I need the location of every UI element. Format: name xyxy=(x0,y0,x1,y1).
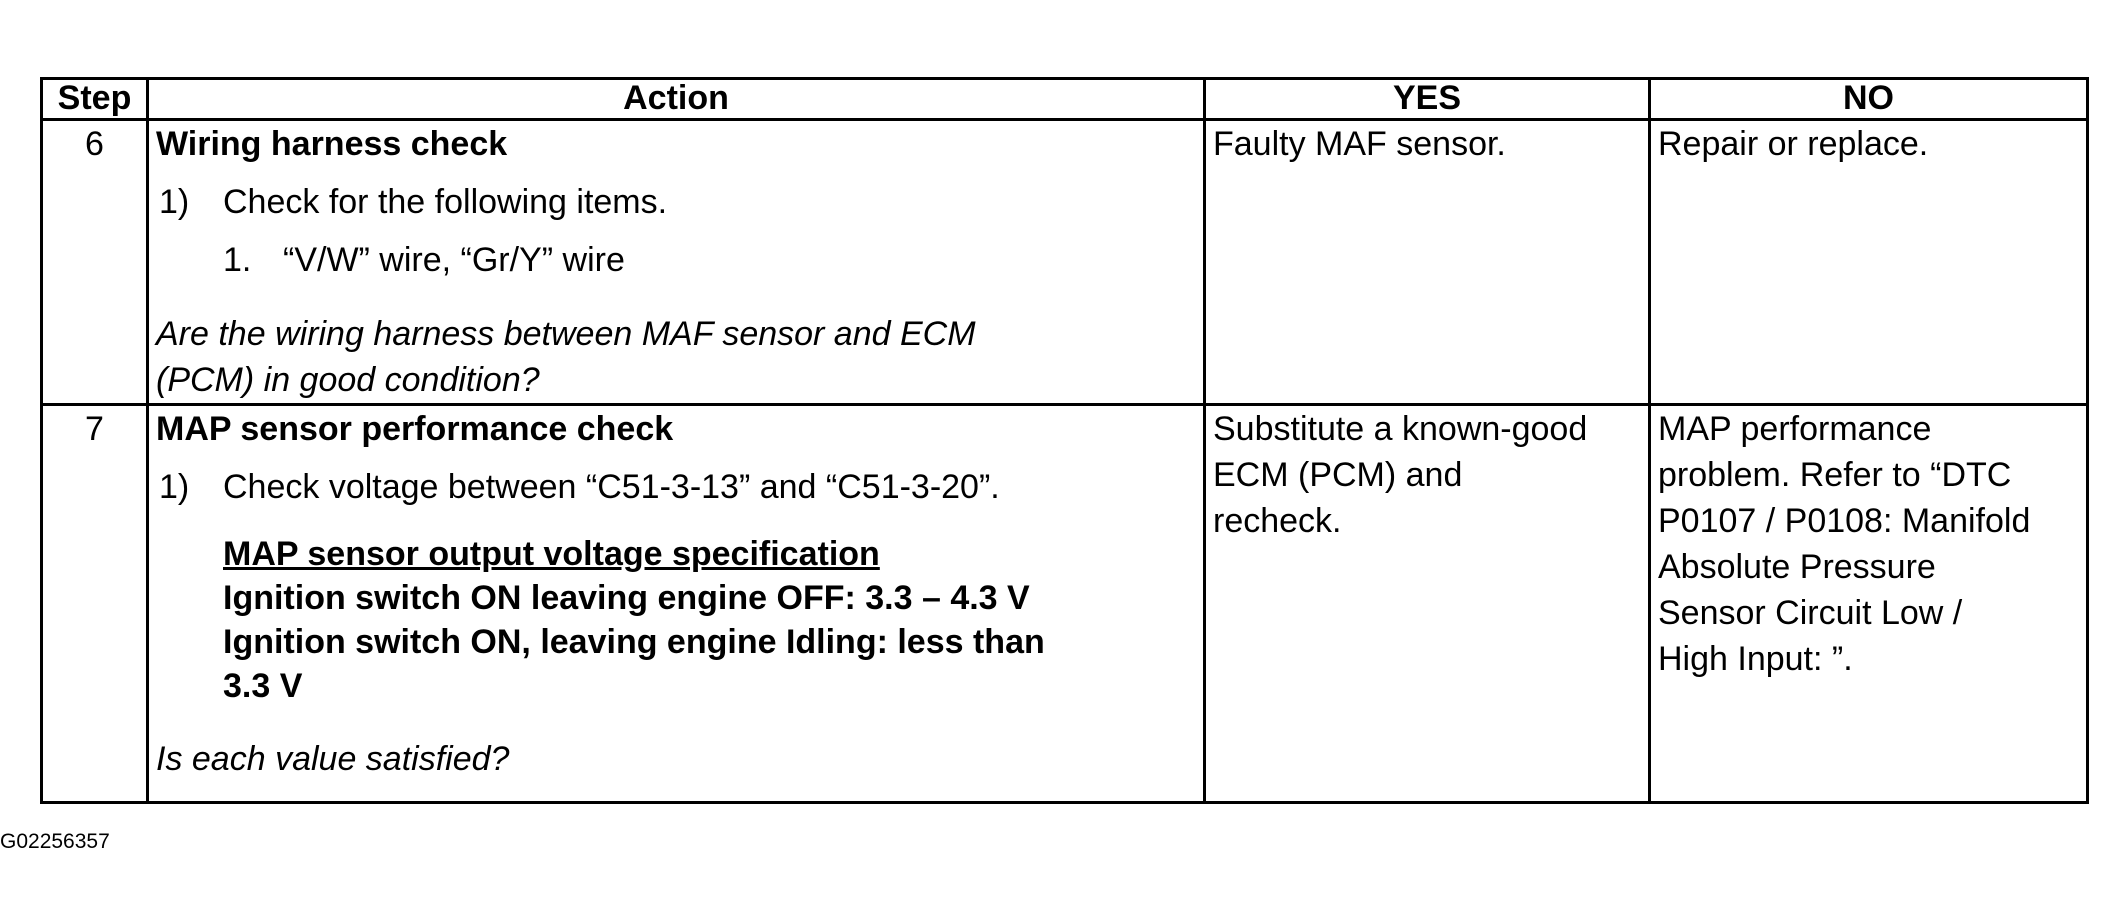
no-text: Repair or replace. xyxy=(1658,125,1929,163)
question-line: Are the wiring harness between MAF sensor and ECM xyxy=(156,315,976,353)
yes-cell xyxy=(1205,120,1650,405)
header-no: NO xyxy=(1650,79,2088,120)
action-question xyxy=(156,311,1196,403)
no-line: Absolute Pressure xyxy=(1658,548,1936,586)
table-row xyxy=(42,120,2088,405)
no-line: MAP performance xyxy=(1658,410,1932,448)
action-title: MAP sensor performance check xyxy=(156,410,674,448)
no-cell xyxy=(1650,120,2088,405)
spec-title: MAP sensor output voltage specification xyxy=(223,535,880,573)
step-number: 6 xyxy=(42,120,148,405)
yes-line: recheck. xyxy=(1213,502,1342,540)
question-line: (PCM) in good condition? xyxy=(156,361,540,399)
header-row xyxy=(42,79,2088,120)
check-item xyxy=(223,237,1196,283)
yes-line: ECM (PCM) and xyxy=(1213,456,1463,494)
spec-line: Ignition switch ON, leaving engine Idling: less than xyxy=(223,623,1045,661)
step-number: 7 xyxy=(42,405,148,803)
header-step: Step xyxy=(42,79,148,120)
check-item-text: “V/W” wire, “Gr/Y” wire xyxy=(283,241,625,279)
substep-number: 1) xyxy=(159,183,190,221)
spec-line: Ignition switch ON leaving engine OFF: 3.3 – 4.3 V xyxy=(223,579,1030,617)
no-line: High Input: ”. xyxy=(1658,640,1853,678)
action-substep xyxy=(156,464,1196,510)
no-line: P0107 / P0108: Manifold xyxy=(1658,502,2031,540)
spec-block xyxy=(223,532,1196,708)
table-row xyxy=(42,405,2088,803)
action-substep xyxy=(156,179,1196,225)
action-title: Wiring harness check xyxy=(156,125,508,163)
header-action: Action xyxy=(148,79,1205,120)
figure-caption: G02256357 xyxy=(0,830,110,853)
no-cell xyxy=(1650,405,2088,803)
action-question: Is each value satisfied? xyxy=(156,740,510,778)
yes-cell xyxy=(1205,405,1650,803)
substep-number: 1) xyxy=(159,468,190,506)
diagnostic-table xyxy=(40,77,2089,804)
check-item-number: 1. xyxy=(223,241,252,279)
header-yes: YES xyxy=(1205,79,1650,120)
yes-text: Faulty MAF sensor. xyxy=(1213,125,1506,163)
no-line: problem. Refer to “DTC xyxy=(1658,456,2012,494)
spec-line: 3.3 V xyxy=(223,667,303,705)
no-line: Sensor Circuit Low / xyxy=(1658,594,1963,632)
action-cell xyxy=(148,405,1205,803)
substep-text: Check for the following items. xyxy=(223,183,668,221)
action-cell xyxy=(148,120,1205,405)
yes-line: Substitute a known-good xyxy=(1213,410,1588,448)
substep-text: Check voltage between “C51-3-13” and “C51-3-20”. xyxy=(223,468,1000,506)
